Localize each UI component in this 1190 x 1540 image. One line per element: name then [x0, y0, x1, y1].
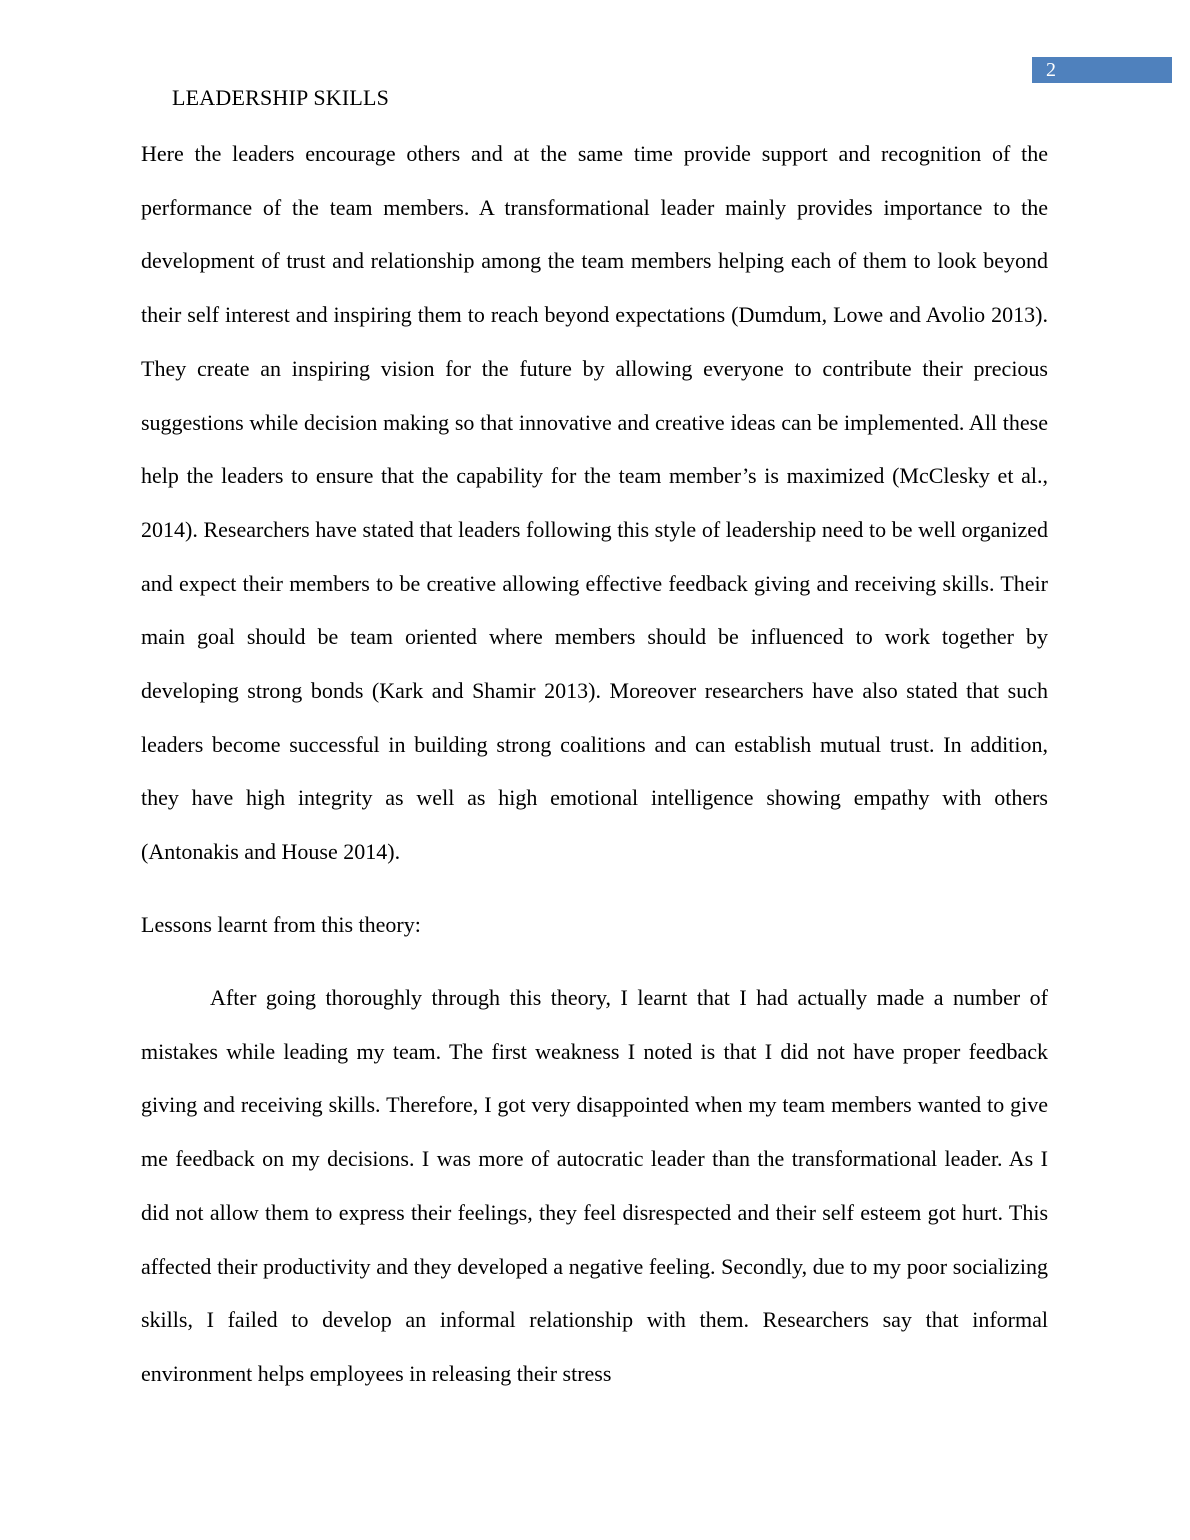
lessons-heading: Lessons learnt from this theory: [141, 912, 421, 937]
page-number-badge [1032, 57, 1172, 83]
running-head: LEADERSHIP SKILLS [172, 85, 390, 110]
page-number: 2 [1046, 59, 1056, 81]
body-paragraph-2: After going thoroughly through this theory, I learnt that I had actually made a number of mistakes while leading my team. The first weakness I noted is that I did not have proper feedback giving and receiving skills. Therefore, I got very disappointed when my team members wanted to give me feedback on my decisions. I was more of autocratic leader than the transformational leader. As I did not allow them to express their feelings, they feel disrespected and their self esteem got hurt. This affected their productivity and they developed a negative feeling. Secondly, due to my poor socializing skills, I failed to develop an informal relationship with them. Researchers say that informal environment helps employees in releasing their stress [141, 985, 1048, 1386]
body-paragraph-1: Here the leaders encourage others and at the same time provide support and recognition of the performance of the team members. A transformational leader mainly provides importance to the development of trust and relationship among the team members helping each of them to look beyond their self interest and inspiring them to reach beyond expectations (Dumdum, Lowe and Avolio 2013). They create an inspiring vision for the future by allowing everyone to contribute their precious suggestions while decision making so that innovative and creative ideas can be implemented. All these help the leaders to ensure that the capability for the team member’s is maximized (McClesky et al., 2014). Researchers have stated that leaders following this style of leadership need to be well organized and expect their members to be creative allowing effective feedback giving and receiving skills. Their main goal should be team oriented where members should be influenced to work together by developing strong bonds (Kark and Shamir 2013). Moreover researchers have also stated that such leaders become successful in building strong coalitions and can establish mutual trust. In addition, they have high integrity as well as high emotional intelligence showing empathy with others (Antonakis and House 2014). [141, 141, 1048, 865]
